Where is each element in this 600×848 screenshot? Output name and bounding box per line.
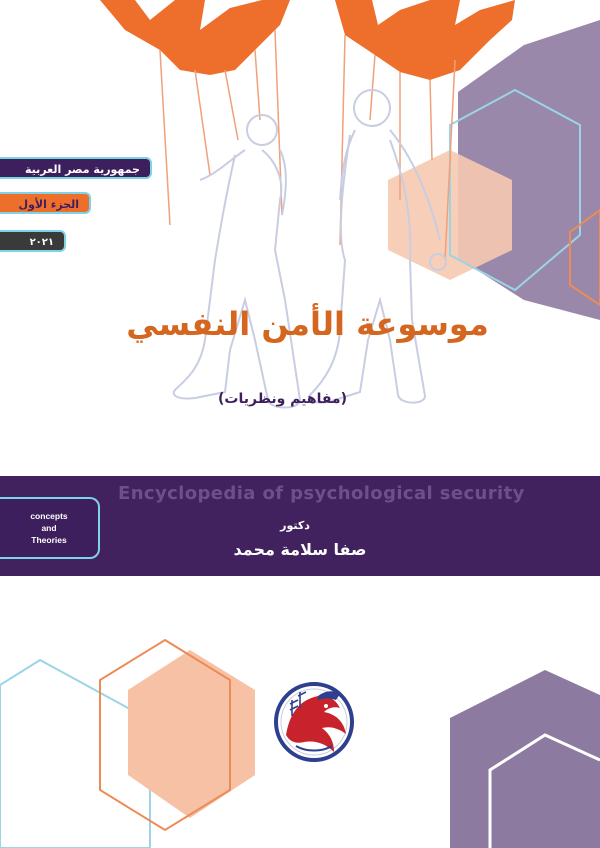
country-label: جمهورية مصر العربية [0,157,152,179]
part-label: الجزء الأول [0,192,91,214]
year-label: ٢٠٢١ [0,230,66,252]
author-name: صفا سلامة محمد [233,540,367,559]
author-title: دكتور [280,519,310,532]
book-title-english: Encyclopedia of psychological security [118,483,525,504]
book-title-arabic: موسوعة الأمن النفسي [126,305,489,343]
book-subtitle-arabic: (مفاهيم ونظريات) [218,391,347,407]
concepts-line-1: concepts [30,511,68,521]
concepts-line-3: Theories [31,535,67,545]
concepts-line-2: and [41,523,57,533]
